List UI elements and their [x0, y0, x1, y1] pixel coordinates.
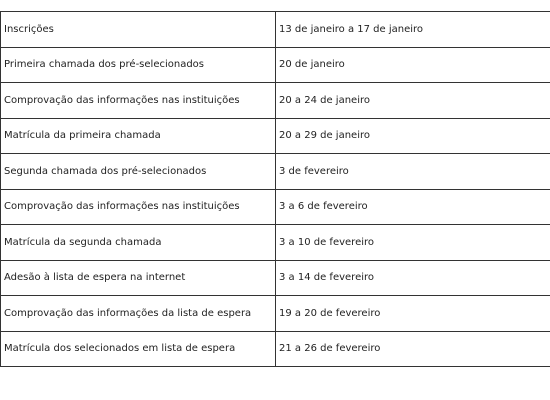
dates-cell: 20 a 24 de janeiro [276, 83, 550, 119]
table-row [1, 83, 550, 119]
dates-cell: 19 a 20 de fevereiro [276, 296, 550, 332]
table-row [1, 12, 550, 48]
stage-cell: Comprovação das informações nas instituições [1, 189, 276, 225]
dates-cell: 3 a 14 de fevereiro [276, 260, 550, 296]
dates-cell: 3 a 10 de fevereiro [276, 225, 550, 261]
stage-cell: Adesão à lista de espera na internet [1, 260, 276, 296]
dates-cell: 13 de janeiro a 17 de janeiro [276, 12, 550, 48]
dates-cell: 3 de fevereiro [276, 154, 550, 190]
stage-cell: Segunda chamada dos pré-selecionados [1, 154, 276, 190]
schedule-table [0, 11, 550, 367]
stage-cell: Comprovação das informações nas instituições [1, 83, 276, 119]
stage-cell: Matrícula da primeira chamada [1, 118, 276, 154]
table-row [1, 331, 550, 367]
stage-cell: Matrícula da segunda chamada [1, 225, 276, 261]
stage-cell: Primeira chamada dos pré-selecionados [1, 47, 276, 83]
dates-cell: 21 a 26 de fevereiro [276, 331, 550, 367]
stage-cell: Matrícula dos selecionados em lista de espera [1, 331, 276, 367]
stage-cell: Inscrições [1, 12, 276, 48]
table-row [1, 154, 550, 190]
dates-cell: 20 a 29 de janeiro [276, 118, 550, 154]
dates-cell: 20 de janeiro [276, 47, 550, 83]
table-row [1, 225, 550, 261]
table-row [1, 47, 550, 83]
dates-cell: 3 a 6 de fevereiro [276, 189, 550, 225]
stage-cell: Comprovação das informações da lista de espera [1, 296, 276, 332]
schedule-table-body [1, 12, 550, 367]
table-row [1, 118, 550, 154]
table-row [1, 260, 550, 296]
table-row [1, 189, 550, 225]
table-row [1, 296, 550, 332]
